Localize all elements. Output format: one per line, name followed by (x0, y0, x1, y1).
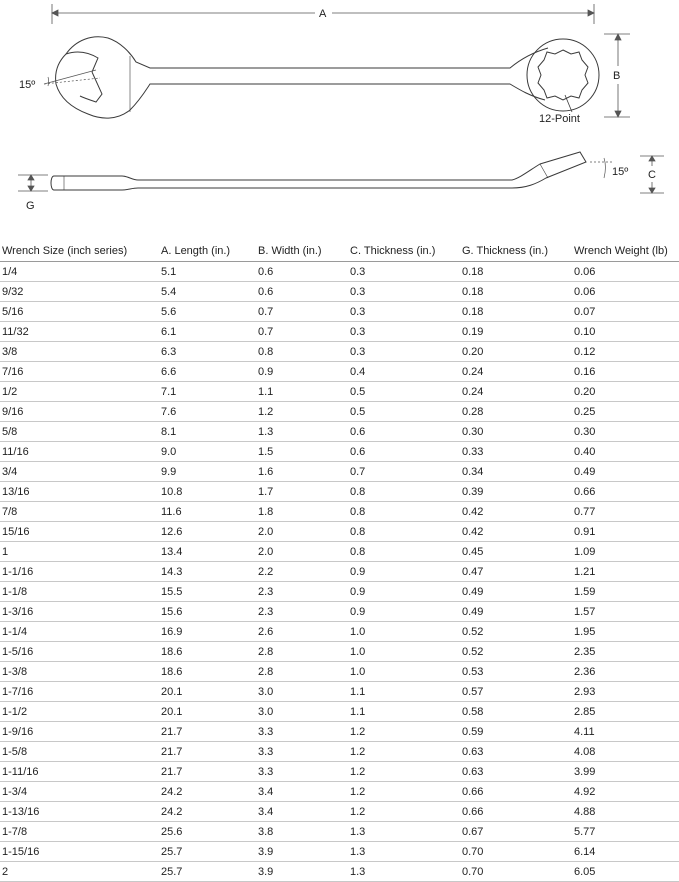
cell-length: 5.6 (159, 302, 256, 322)
table-row (0, 642, 679, 662)
cell-c-thickness: 1.2 (348, 722, 460, 742)
cell-g-thickness: 0.18 (460, 262, 572, 282)
cell-width: 1.2 (256, 402, 348, 422)
cell-wrench-size: 1-1/2 (0, 702, 159, 722)
table-row (0, 782, 679, 802)
table-row (0, 342, 679, 362)
table-row (0, 602, 679, 622)
open-end-jaw-upper (66, 37, 548, 68)
cell-width: 3.9 (256, 862, 348, 882)
cell-c-thickness: 0.9 (348, 602, 460, 622)
cell-length: 6.1 (159, 322, 256, 342)
cell-width: 0.8 (256, 342, 348, 362)
cell-wrench-size: 7/8 (0, 502, 159, 522)
cell-width: 2.8 (256, 662, 348, 682)
cell-length: 11.6 (159, 502, 256, 522)
cell-g-thickness: 0.58 (460, 702, 572, 722)
cell-g-thickness: 0.63 (460, 762, 572, 782)
cell-weight: 2.93 (572, 682, 679, 702)
cell-wrench-size: 1-11/16 (0, 762, 159, 782)
cell-g-thickness: 0.30 (460, 422, 572, 442)
cell-weight: 4.11 (572, 722, 679, 742)
cell-length: 14.3 (159, 562, 256, 582)
cell-weight: 0.16 (572, 362, 679, 382)
cell-width: 3.3 (256, 762, 348, 782)
angle-top-indicator (44, 70, 100, 86)
cell-g-thickness: 0.18 (460, 302, 572, 322)
cell-g-thickness: 0.28 (460, 402, 572, 422)
table-row (0, 262, 679, 282)
cell-length: 5.4 (159, 282, 256, 302)
cell-wrench-size: 1/2 (0, 382, 159, 402)
dimension-a-label: A (319, 8, 327, 20)
table-row (0, 842, 679, 862)
cell-width: 2.2 (256, 562, 348, 582)
table-row (0, 282, 679, 302)
side-profile (51, 152, 586, 190)
cell-width: 3.9 (256, 842, 348, 862)
cell-weight: 5.77 (572, 822, 679, 842)
cell-weight: 1.09 (572, 542, 679, 562)
cell-wrench-size: 2 (0, 862, 159, 882)
cell-length: 25.7 (159, 862, 256, 882)
table-row (0, 322, 679, 342)
cell-c-thickness: 0.6 (348, 442, 460, 462)
table-row (0, 502, 679, 522)
cell-g-thickness: 0.24 (460, 382, 572, 402)
table-row (0, 302, 679, 322)
cell-c-thickness: 1.2 (348, 742, 460, 762)
cell-weight: 1.21 (572, 562, 679, 582)
cell-g-thickness: 0.63 (460, 742, 572, 762)
cell-weight: 1.95 (572, 622, 679, 642)
cell-wrench-size: 1-5/8 (0, 742, 159, 762)
table-header-row (0, 241, 679, 262)
cell-g-thickness: 0.53 (460, 662, 572, 682)
angle-top-label: 15º (19, 79, 36, 91)
cell-c-thickness: 0.3 (348, 262, 460, 282)
cell-g-thickness: 0.70 (460, 842, 572, 862)
open-end-head (56, 52, 545, 118)
cell-c-thickness: 1.3 (348, 862, 460, 882)
cell-length: 8.1 (159, 422, 256, 442)
cell-g-thickness: 0.18 (460, 282, 572, 302)
cell-wrench-size: 1-1/8 (0, 582, 159, 602)
table-row (0, 402, 679, 422)
cell-length: 5.1 (159, 262, 256, 282)
cell-weight: 1.59 (572, 582, 679, 602)
cell-wrench-size: 7/16 (0, 362, 159, 382)
cell-width: 0.7 (256, 302, 348, 322)
cell-width: 2.3 (256, 602, 348, 622)
cell-length: 18.6 (159, 642, 256, 662)
table-row (0, 462, 679, 482)
table-row (0, 702, 679, 722)
wrench-top-view (56, 37, 599, 118)
cell-weight: 0.07 (572, 302, 679, 322)
cell-g-thickness: 0.45 (460, 542, 572, 562)
cell-c-thickness: 1.3 (348, 822, 460, 842)
cell-width: 1.3 (256, 422, 348, 442)
cell-weight: 1.57 (572, 602, 679, 622)
cell-wrench-size: 11/32 (0, 322, 159, 342)
cell-wrench-size: 9/32 (0, 282, 159, 302)
dimension-c-label: C (648, 169, 656, 181)
cell-width: 3.0 (256, 702, 348, 722)
cell-g-thickness: 0.67 (460, 822, 572, 842)
header-weight: Wrench Weight (lb) (572, 241, 679, 262)
header-length: A. Length (in.) (159, 241, 256, 262)
cell-weight: 0.66 (572, 482, 679, 502)
cell-length: 18.6 (159, 662, 256, 682)
cell-wrench-size: 1/4 (0, 262, 159, 282)
cell-wrench-size: 1-15/16 (0, 842, 159, 862)
cell-c-thickness: 1.2 (348, 762, 460, 782)
cell-weight: 4.92 (572, 782, 679, 802)
cell-weight: 2.36 (572, 662, 679, 682)
table-row (0, 682, 679, 702)
cell-weight: 0.25 (572, 402, 679, 422)
cell-g-thickness: 0.24 (460, 362, 572, 382)
header-width: B. Width (in.) (256, 241, 348, 262)
cell-length: 15.5 (159, 582, 256, 602)
header-wrench-size: Wrench Size (inch series) (0, 241, 159, 262)
cell-length: 16.9 (159, 622, 256, 642)
cell-length: 6.3 (159, 342, 256, 362)
cell-width: 3.8 (256, 822, 348, 842)
cell-length: 9.0 (159, 442, 256, 462)
cell-c-thickness: 0.5 (348, 382, 460, 402)
cell-length: 21.7 (159, 742, 256, 762)
table-row (0, 742, 679, 762)
cell-c-thickness: 0.8 (348, 522, 460, 542)
table-row (0, 362, 679, 382)
angle-side-indicator (590, 158, 612, 178)
cell-width: 2.6 (256, 622, 348, 642)
cell-width: 1.6 (256, 462, 348, 482)
cell-weight: 6.14 (572, 842, 679, 862)
cell-length: 21.7 (159, 722, 256, 742)
cell-weight: 2.35 (572, 642, 679, 662)
cell-c-thickness: 0.9 (348, 582, 460, 602)
cell-c-thickness: 0.3 (348, 302, 460, 322)
cell-wrench-size: 1-1/4 (0, 622, 159, 642)
cell-g-thickness: 0.39 (460, 482, 572, 502)
cell-weight: 4.08 (572, 742, 679, 762)
cell-length: 13.4 (159, 542, 256, 562)
cell-length: 20.1 (159, 702, 256, 722)
table-row (0, 802, 679, 822)
table-row (0, 822, 679, 842)
cell-wrench-size: 1-7/8 (0, 822, 159, 842)
cell-wrench-size: 1-7/16 (0, 682, 159, 702)
cell-g-thickness: 0.70 (460, 862, 572, 882)
cell-wrench-size: 1-3/16 (0, 602, 159, 622)
cell-g-thickness: 0.34 (460, 462, 572, 482)
cell-weight: 3.99 (572, 762, 679, 782)
cell-length: 24.2 (159, 802, 256, 822)
cell-width: 1.5 (256, 442, 348, 462)
cell-width: 3.0 (256, 682, 348, 702)
cell-c-thickness: 0.5 (348, 402, 460, 422)
table-row (0, 422, 679, 442)
table-row (0, 522, 679, 542)
wrench-spec-table (0, 241, 679, 882)
cell-wrench-size: 1-13/16 (0, 802, 159, 822)
cell-width: 2.8 (256, 642, 348, 662)
cell-length: 20.1 (159, 682, 256, 702)
dimension-g-label: G (26, 200, 35, 212)
cell-c-thickness: 1.2 (348, 782, 460, 802)
cell-g-thickness: 0.66 (460, 802, 572, 822)
cell-c-thickness: 0.3 (348, 282, 460, 302)
table-row (0, 562, 679, 582)
cell-width: 0.6 (256, 282, 348, 302)
cell-length: 6.6 (159, 362, 256, 382)
cell-c-thickness: 0.8 (348, 502, 460, 522)
cell-g-thickness: 0.57 (460, 682, 572, 702)
cell-wrench-size: 1-3/4 (0, 782, 159, 802)
cell-c-thickness: 1.2 (348, 802, 460, 822)
cell-c-thickness: 0.3 (348, 322, 460, 342)
cell-wrench-size: 9/16 (0, 402, 159, 422)
cell-g-thickness: 0.47 (460, 562, 572, 582)
cell-weight: 0.30 (572, 422, 679, 442)
cell-length: 9.9 (159, 462, 256, 482)
cell-weight: 0.77 (572, 502, 679, 522)
cell-c-thickness: 1.0 (348, 662, 460, 682)
cell-wrench-size: 1-3/8 (0, 662, 159, 682)
cell-length: 24.2 (159, 782, 256, 802)
cell-length: 12.6 (159, 522, 256, 542)
cell-wrench-size: 5/16 (0, 302, 159, 322)
cell-c-thickness: 1.1 (348, 682, 460, 702)
table-row (0, 382, 679, 402)
cell-weight: 0.06 (572, 262, 679, 282)
table-row (0, 762, 679, 782)
cell-wrench-size: 5/8 (0, 422, 159, 442)
ring-12-point-opening (538, 50, 588, 100)
cell-width: 3.4 (256, 782, 348, 802)
cell-width: 0.7 (256, 322, 348, 342)
angle-side-label: 15º (612, 166, 629, 178)
table-body (0, 262, 679, 882)
cell-width: 1.1 (256, 382, 348, 402)
table-row (0, 542, 679, 562)
cell-g-thickness: 0.59 (460, 722, 572, 742)
cell-c-thickness: 1.3 (348, 842, 460, 862)
cell-g-thickness: 0.52 (460, 642, 572, 662)
cell-length: 7.1 (159, 382, 256, 402)
cell-width: 3.3 (256, 742, 348, 762)
cell-weight: 0.06 (572, 282, 679, 302)
cell-weight: 0.12 (572, 342, 679, 362)
cell-c-thickness: 0.3 (348, 342, 460, 362)
table-row (0, 862, 679, 882)
cell-g-thickness: 0.33 (460, 442, 572, 462)
cell-weight: 0.10 (572, 322, 679, 342)
cell-length: 25.7 (159, 842, 256, 862)
dimension-b-label: B (613, 70, 621, 82)
cell-length: 25.6 (159, 822, 256, 842)
cell-wrench-size: 1-5/16 (0, 642, 159, 662)
cell-g-thickness: 0.66 (460, 782, 572, 802)
dimension-g (18, 175, 48, 191)
cell-width: 0.9 (256, 362, 348, 382)
cell-width: 3.4 (256, 802, 348, 822)
table-row (0, 622, 679, 642)
cell-wrench-size: 15/16 (0, 522, 159, 542)
cell-length: 21.7 (159, 762, 256, 782)
cell-g-thickness: 0.49 (460, 602, 572, 622)
table-row (0, 582, 679, 602)
cell-c-thickness: 1.0 (348, 622, 460, 642)
cell-g-thickness: 0.20 (460, 342, 572, 362)
cell-g-thickness: 0.42 (460, 522, 572, 542)
cell-length: 7.6 (159, 402, 256, 422)
table-row (0, 662, 679, 682)
cell-c-thickness: 0.7 (348, 462, 460, 482)
cell-wrench-size: 1-9/16 (0, 722, 159, 742)
cell-wrench-size: 3/4 (0, 462, 159, 482)
cell-wrench-size: 11/16 (0, 442, 159, 462)
cell-g-thickness: 0.49 (460, 582, 572, 602)
wrench-dimension-diagram (0, 0, 679, 240)
cell-wrench-size: 13/16 (0, 482, 159, 502)
cell-weight: 0.20 (572, 382, 679, 402)
cell-length: 15.6 (159, 602, 256, 622)
header-g-thickness: G. Thickness (in.) (460, 241, 572, 262)
cell-g-thickness: 0.52 (460, 622, 572, 642)
cell-width: 2.0 (256, 522, 348, 542)
cell-weight: 0.49 (572, 462, 679, 482)
cell-wrench-size: 1 (0, 542, 159, 562)
cell-width: 2.0 (256, 542, 348, 562)
cell-weight: 4.88 (572, 802, 679, 822)
cell-weight: 0.91 (572, 522, 679, 542)
cell-length: 10.8 (159, 482, 256, 502)
cell-width: 3.3 (256, 722, 348, 742)
wrench-side-view (51, 152, 586, 190)
cell-weight: 6.05 (572, 862, 679, 882)
table-row (0, 722, 679, 742)
cell-c-thickness: 1.1 (348, 702, 460, 722)
cell-c-thickness: 0.9 (348, 562, 460, 582)
cell-width: 1.8 (256, 502, 348, 522)
cell-c-thickness: 0.8 (348, 542, 460, 562)
cell-wrench-size: 1-1/16 (0, 562, 159, 582)
table-row (0, 442, 679, 462)
header-c-thickness: C. Thickness (in.) (348, 241, 460, 262)
cell-c-thickness: 0.8 (348, 482, 460, 502)
table-row (0, 482, 679, 502)
cell-g-thickness: 0.19 (460, 322, 572, 342)
ring-point-label: 12-Point (539, 113, 580, 125)
cell-c-thickness: 1.0 (348, 642, 460, 662)
cell-width: 0.6 (256, 262, 348, 282)
cell-wrench-size: 3/8 (0, 342, 159, 362)
cell-weight: 0.40 (572, 442, 679, 462)
cell-c-thickness: 0.4 (348, 362, 460, 382)
cell-weight: 2.85 (572, 702, 679, 722)
cell-width: 2.3 (256, 582, 348, 602)
cell-g-thickness: 0.42 (460, 502, 572, 522)
cell-c-thickness: 0.6 (348, 422, 460, 442)
cell-width: 1.7 (256, 482, 348, 502)
